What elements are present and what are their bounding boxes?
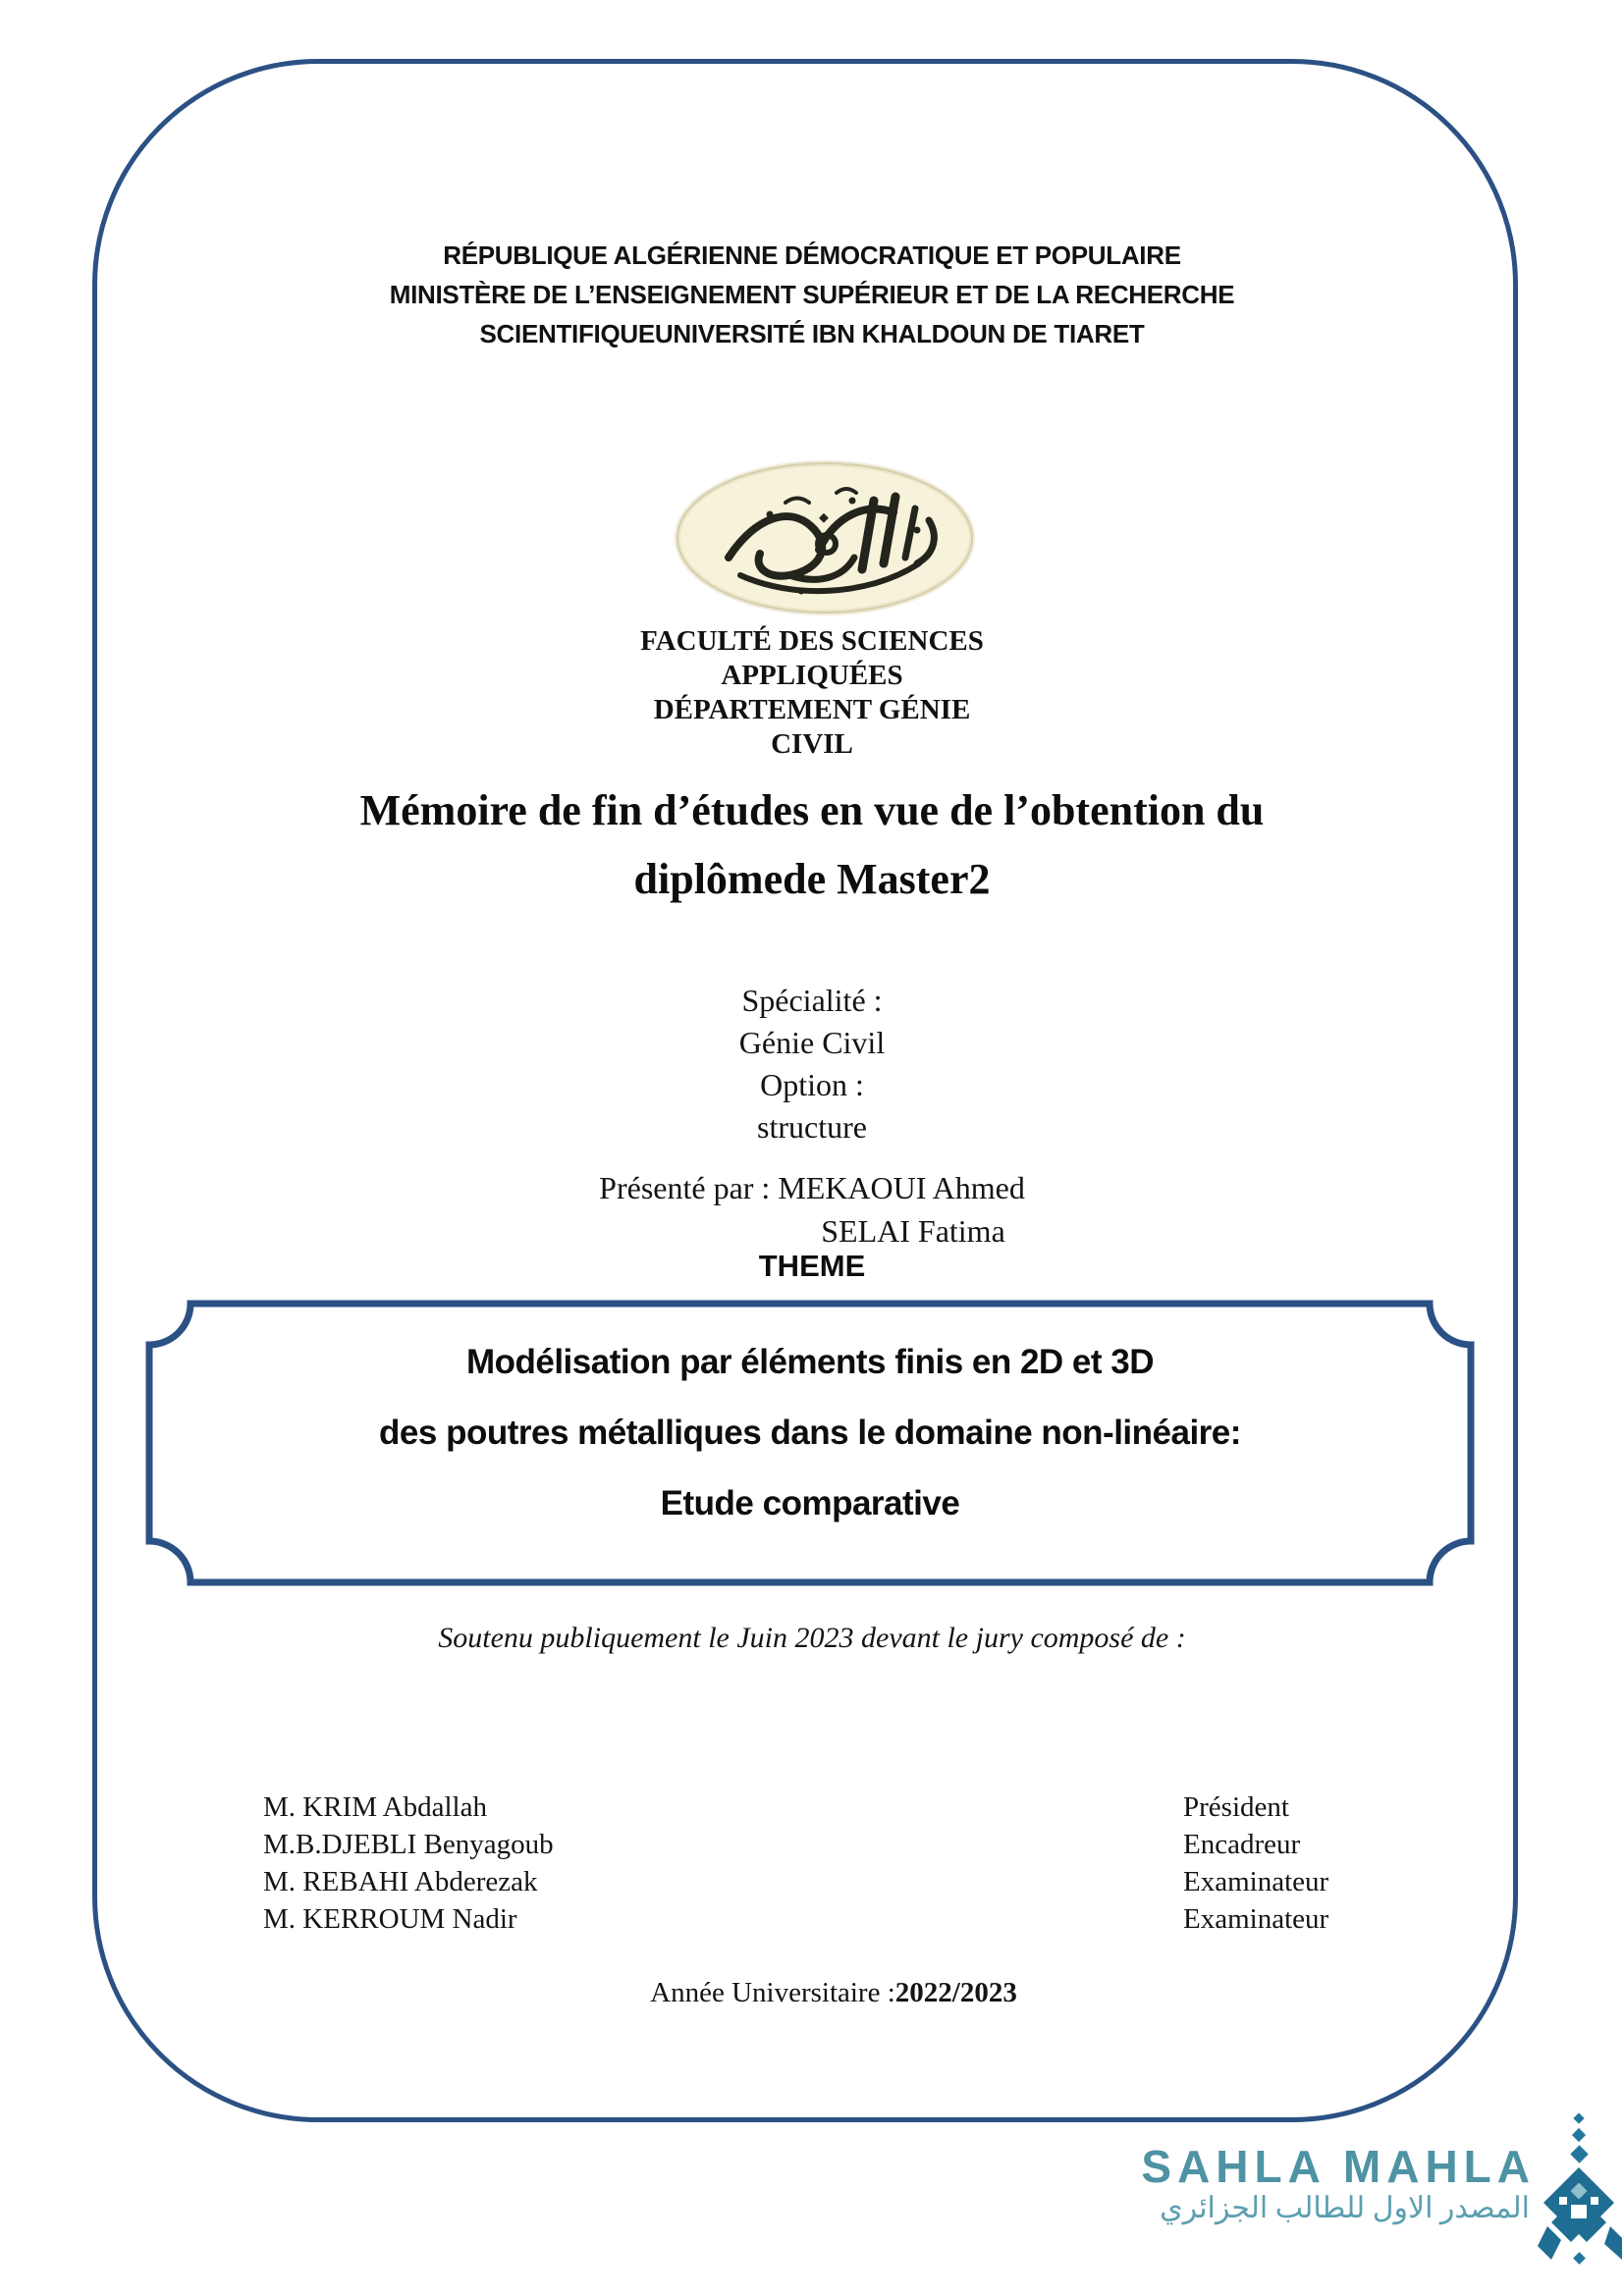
kufic-logo-icon xyxy=(1536,2110,1622,2289)
faculty-line-3: DÉPARTEMENT GÉNIE xyxy=(653,694,971,725)
jury-list xyxy=(263,1789,1392,1938)
specialty-value: Génie Civil xyxy=(738,1025,886,1060)
faculty-line-2: APPLIQUÉES xyxy=(721,660,903,691)
government-header xyxy=(0,236,1624,353)
academic-year xyxy=(22,1977,1624,2009)
faculty-line-1: FACULTÉ DES SCIENCES xyxy=(640,625,984,657)
brand-tagline-arabic: المصدر الاول للطالب الجزائري xyxy=(1160,2192,1530,2224)
jury-name: M.B.DJEBLI Benyagoub xyxy=(263,1829,554,1860)
theme-title-line-1: Modélisation par éléments finis en 2D et 3D xyxy=(465,1343,1155,1381)
jury-name: M. REBAHI Abderezak xyxy=(263,1866,538,1897)
option-value: structure xyxy=(757,1109,867,1145)
jury-role: Encadreur xyxy=(1183,1829,1301,1860)
university-seal-icon xyxy=(672,459,978,616)
academic-year-value: 2022/2023 xyxy=(894,1977,1017,2008)
jury-role: Président xyxy=(1183,1791,1289,1823)
presented-by-line-1: Présenté par : MEKAOUI Ahmed xyxy=(599,1170,1025,1205)
presented-by-block xyxy=(0,1166,1624,1253)
defense-statement: Soutenu publiquement le Juin 2023 devant le jury composé de : xyxy=(438,1622,1186,1654)
specialty-block xyxy=(0,980,1624,1148)
option-label: Option : xyxy=(760,1067,864,1102)
theme-title xyxy=(149,1327,1471,1539)
jury-row xyxy=(263,1863,1392,1900)
header-line-1: RÉPUBLIQUE ALGÉRIENNE DÉMOCRATIQUE ET POPULAIRE xyxy=(443,240,1181,270)
header-line-3: SCIENTIFIQUEUNIVERSITÉ IBN KHALDOUN DE TIARET xyxy=(479,319,1145,348)
theme-title-line-2: des poutres métalliques dans le domaine non-linéaire: xyxy=(379,1414,1241,1452)
theme-label: THEME xyxy=(758,1249,866,1283)
jury-row xyxy=(263,1900,1392,1938)
jury-name: M. KERROUM Nadir xyxy=(263,1903,517,1935)
jury-role: Examinateur xyxy=(1183,1903,1329,1935)
theme-title-line-3: Etude comparative xyxy=(660,1484,960,1522)
jury-row xyxy=(263,1826,1392,1863)
thesis-title xyxy=(0,776,1624,914)
header-line-2: MINISTÈRE DE L’ENSEIGNEMENT SUPÉRIEUR ET DE LA RECHERCHE xyxy=(389,280,1235,309)
thesis-title-line-2: diplômede Master2 xyxy=(633,855,991,903)
jury-row xyxy=(263,1789,1392,1826)
brand-wordmark: SAHLA MAHLA xyxy=(1141,2141,1536,2192)
jury-role: Examinateur xyxy=(1183,1866,1329,1897)
academic-year-label: Année Universitaire : xyxy=(650,1977,895,2008)
faculty-block xyxy=(0,624,1624,762)
sahla-mahla-logo xyxy=(1141,2110,1624,2292)
specialty-label: Spécialité : xyxy=(741,983,883,1018)
thesis-title-line-1: Mémoire de fin d’études en vue de l’obtention du xyxy=(359,786,1265,834)
jury-name: M. KRIM Abdallah xyxy=(263,1791,487,1823)
faculty-line-4: CIVIL xyxy=(771,728,853,760)
presented-by-line-2: SELAI Fatima xyxy=(821,1213,1005,1249)
